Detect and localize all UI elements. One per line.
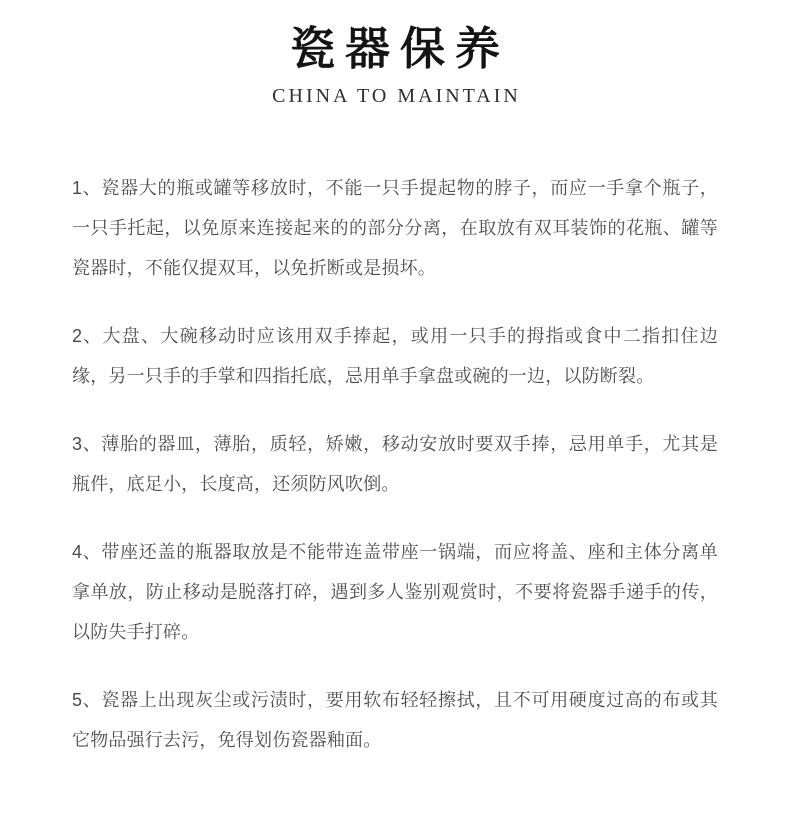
page-title: 瓷器保养 [289, 23, 510, 74]
page-header [0, 0, 790, 106]
care-instruction-paragraph-4: 4、带座还盖的瓶器取放是不能带连盖带座一锅端，而应将盖、座和主体分离单拿单放，防止移动是脱落打碎，遇到多人鉴别观赏时，不要将瓷器手递手的传，以防失手打碎。 [72, 542, 718, 642]
care-instruction-paragraph-3: 3、薄胎的器皿，薄胎，质轻，矫嫩，移动安放时要双手捧，忌用单手，尤其是瓶件，底足小，长度高，还须防风吹倒。 [72, 434, 718, 494]
page-subtitle: CHINA TO MAINTAIN [272, 85, 521, 107]
care-instruction-paragraph-1: 1、瓷器大的瓶或罐等移放时，不能一只手提起物的脖子，而应一手拿个瓶子，一只手托起，以免原来连接起来的的部分分离，在取放有双耳装饰的花瓶、罐等瓷器时，不能仅提双耳，以免折断或是损坏。 [72, 178, 718, 278]
care-instructions [72, 168, 718, 760]
care-instruction-paragraph-5: 5、瓷器上出现灰尘或污渍时，要用软布轻轻擦拭，且不可用硬度过高的布或其它物品强行去污，免得划伤瓷器釉面。 [72, 690, 718, 750]
care-instruction-paragraph-2: 2、大盘、大碗移动时应该用双手捧起，或用一只手的拇指或食中二指扣住边缘，另一只手的手掌和四指托底，忌用单手拿盘或碗的一边，以防断裂。 [72, 326, 718, 386]
